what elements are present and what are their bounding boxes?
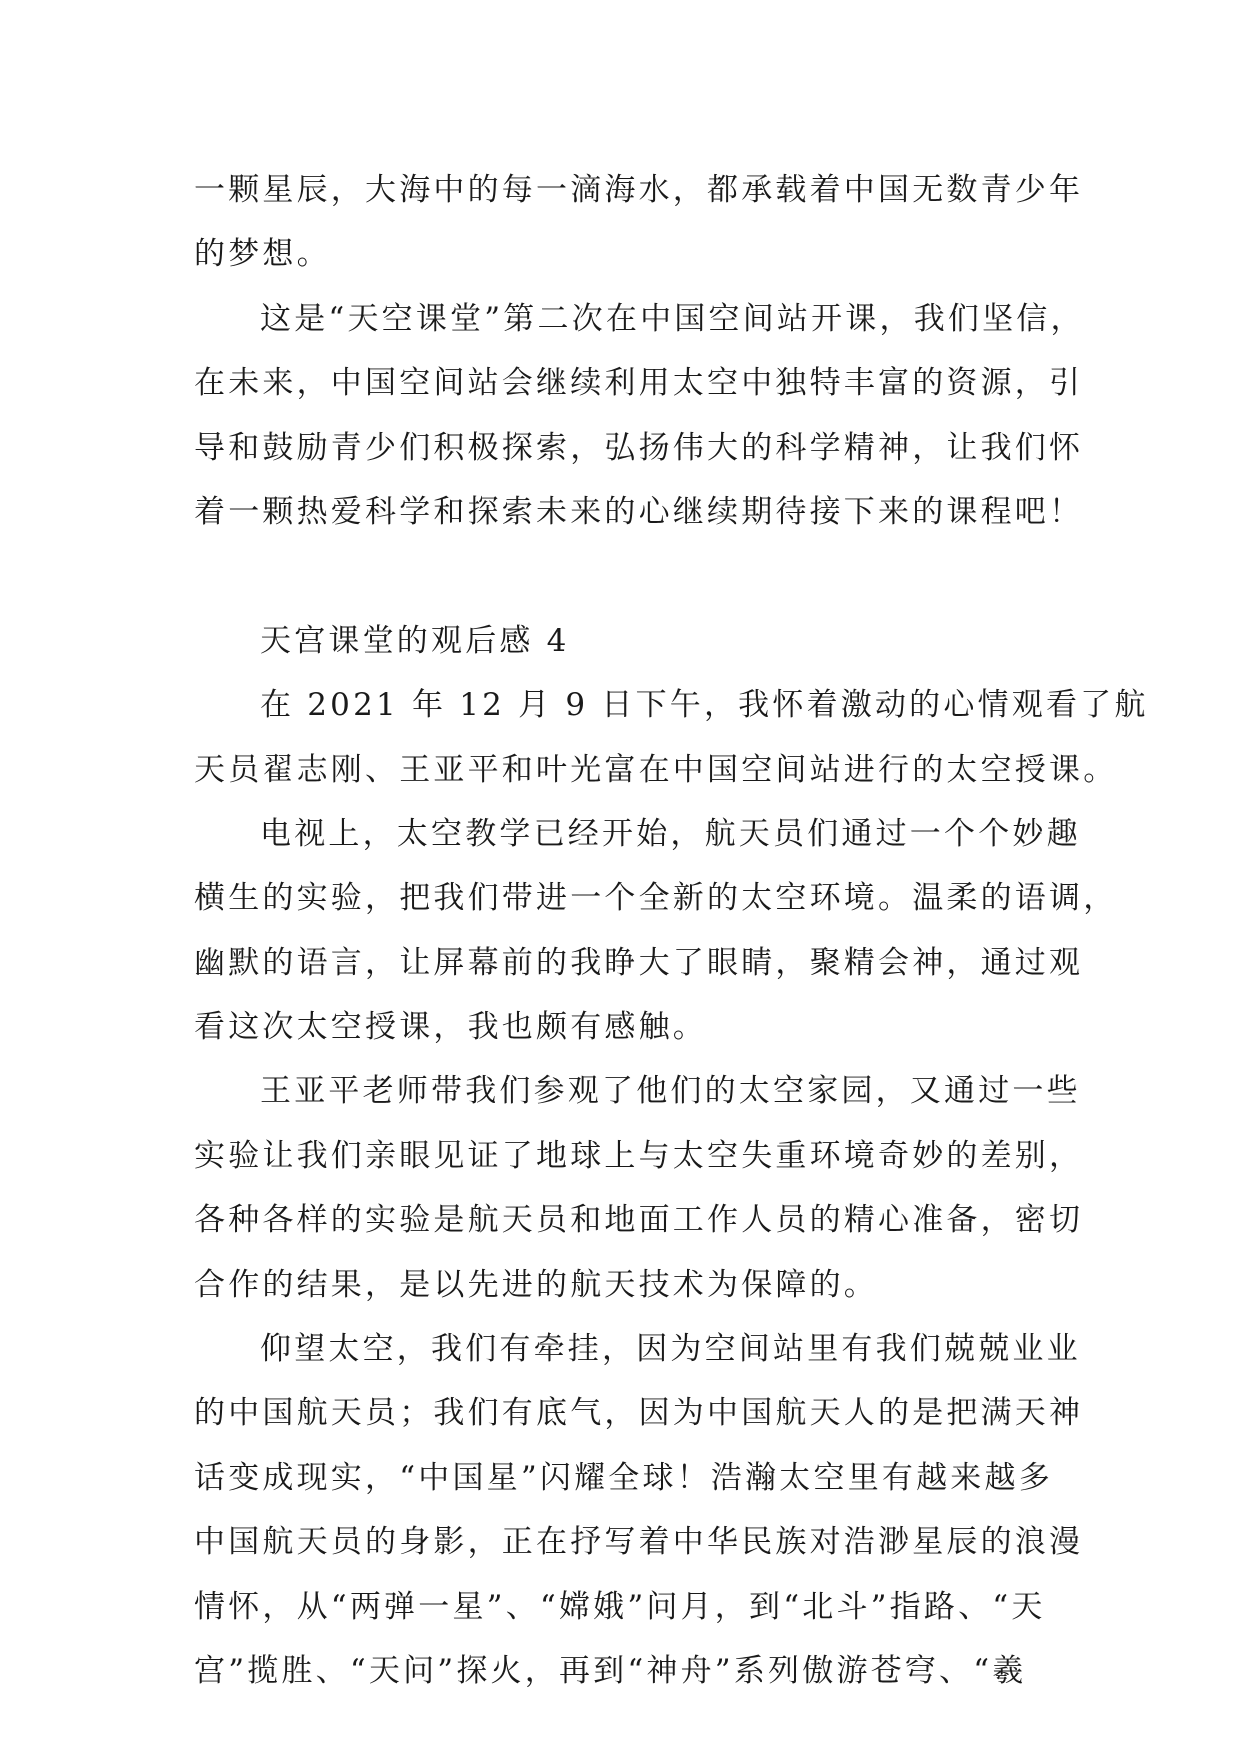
text-line: 仰望太空，我们有牵挂，因为空间站里有我们兢兢业业 xyxy=(260,1331,1081,1368)
section-title: 天宫课堂的观后感 4 xyxy=(260,622,570,659)
text-line: 宫”揽胜、“天问”探火，再到“神舟”系列傲游苍穹、“羲 xyxy=(194,1652,1027,1689)
paragraph xyxy=(194,1059,1084,1317)
text-line: 各种各样的实验是航天员和地面工作人员的精心准备，密切 xyxy=(194,1202,1084,1239)
text-line: 话变成现实，“中国星”闪耀全球！浩瀚太空里有越来越多 xyxy=(194,1459,1053,1496)
blank-line xyxy=(194,544,1054,608)
paragraph xyxy=(194,802,1118,1060)
text-line: 电视上，太空教学已经开始，航天员们通过一个个妙趣 xyxy=(260,815,1081,852)
text-line: 这是“天空课堂”第二次在中国空间站开课，我们坚信， xyxy=(260,300,1085,337)
text-line: 的梦想。 xyxy=(194,236,331,273)
text-line: 看这次太空授课，我也颇有感触。 xyxy=(194,1009,707,1046)
text-line: 在未来，中国空间站会继续利用太空中独特丰富的资源，引 xyxy=(194,365,1084,402)
document-body xyxy=(194,158,1149,1703)
text-line: 王亚平老师带我们参观了他们的太空家园，又通过一些 xyxy=(260,1073,1081,1110)
text-line: 合作的结果，是以先进的航天技术为保障的。 xyxy=(194,1266,878,1303)
text-line: 在 2021 年 12 月 9 日下午，我怀着激动的心情观看了航 xyxy=(260,687,1149,724)
paragraph xyxy=(194,673,1149,802)
text-line: 实验让我们亲眼见证了地球上与太空失重环境奇妙的差别， xyxy=(194,1137,1084,1174)
paragraph xyxy=(194,287,1085,545)
paragraph xyxy=(194,158,1084,287)
text-line: 天员翟志刚、王亚平和叶光富在中国空间站进行的太空授课。 xyxy=(194,751,1118,788)
text-line: 的中国航天员；我们有底气，因为中国航天人的是把满天神 xyxy=(194,1395,1084,1432)
paragraph xyxy=(194,1317,1084,1703)
text-line: 着一颗热爱科学和探索未来的心继续期待接下来的课程吧！ xyxy=(194,493,1084,530)
text-line: 幽默的语言，让屏幕前的我睁大了眼睛，聚精会神，通过观 xyxy=(194,944,1084,981)
text-line: 导和鼓励青少们积极探索，弘扬伟大的科学精神，让我们怀 xyxy=(194,429,1084,466)
text-line: 情怀，从“两弹一星”、“嫦娥”问月，到“北斗”指路、“天 xyxy=(194,1588,1046,1625)
text-line: 一颗星辰，大海中的每一滴海水，都承载着中国无数青少年 xyxy=(194,172,1084,208)
text-line: 横生的实验，把我们带进一个全新的太空环境。温柔的语调， xyxy=(194,880,1118,917)
text-line: 中国航天员的身影，正在抒写着中华民族对浩渺星辰的浪漫 xyxy=(194,1524,1084,1561)
